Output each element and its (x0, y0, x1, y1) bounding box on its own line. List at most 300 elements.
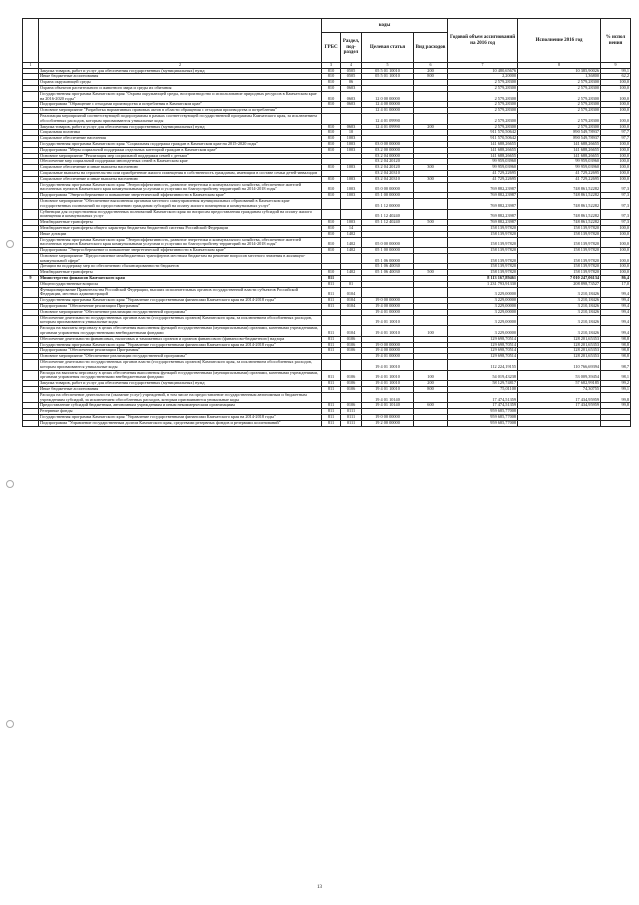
grbs-cell (322, 209, 341, 220)
target-article-cell (362, 287, 414, 298)
razdel-cell: 0106 (341, 370, 362, 381)
expense-type-cell: 500 (414, 270, 448, 276)
table-row (23, 237, 631, 248)
budget-execution-table (22, 18, 631, 427)
target-article-cell: 19 4 00 00000 (362, 304, 414, 310)
expense-type-cell: 100 (414, 370, 448, 381)
plan-amount-cell: 3 229,00000 (448, 304, 518, 310)
plan-amount-cell: 158 139,97820 (448, 253, 518, 264)
expense-name-cell: Социальные выплаты на строительство или приобретение жилого помещения в собственность гражданам, имеющим в составе семьи детей-инвалидов (39, 170, 322, 176)
grbs-cell: 810 (322, 136, 341, 142)
percent-cell: 100,0 (601, 237, 631, 248)
razdel-cell: 0505 (341, 74, 362, 80)
grbs-cell: 811 (322, 381, 341, 387)
expense-name-cell: Государственная программа Камчатского края "Энергоэффективность, развитие энергетики и коммунального хозяйства, обеспечение жителей населенных пунктов Камчатского края коммунальными услугами и услугами по благоустройству территорий на 2014-2018 годы" (39, 182, 322, 193)
expense-type-cell (414, 91, 448, 102)
execution-amount-cell: 1,36800 (518, 74, 601, 80)
expense-type-cell (414, 209, 448, 220)
percent-cell: 86,4 (601, 276, 631, 282)
target-article-cell: 03 2 04 20310 (362, 170, 414, 176)
expense-type-cell: 200 (414, 68, 448, 74)
expense-name-cell: Предоставление субсидий бюджетным, автономным учреждениям и иным некоммерческим организациям (39, 403, 322, 409)
plan-amount-cell: 2 579,28300 (448, 102, 518, 108)
razdel-cell: 14 (341, 225, 362, 231)
razdel-cell: 0104 (341, 287, 362, 298)
grbs-cell: 811 (322, 403, 341, 409)
grbs-cell: 811 (322, 281, 341, 287)
plan-amount-cell: 1 231 793,91330 (448, 281, 518, 287)
expense-name-cell: Обеспечение деятельности финансовых, налоговых и таможенных органов и органов финансового (финансово-бюджетного) надзора (39, 336, 322, 342)
plan-amount-cell: 158 139,97820 (448, 237, 518, 248)
expense-name-cell: Обеспечение мер социальной поддержки многодетных семей в Камчатском крае (39, 159, 322, 165)
grbs-cell: 811 (322, 415, 341, 421)
target-article-cell: 05 5 01 10010 (362, 74, 414, 80)
execution-amount-cell: 141 688,26655 (518, 153, 601, 159)
expense-name-cell: Социальное обеспечение и иные выплаты населению (39, 176, 322, 182)
target-article-cell: 19 4 00 00000 (362, 348, 414, 354)
row-number-cell (23, 326, 39, 337)
execution-amount-cell: 141 688,26655 (518, 141, 601, 147)
percent-cell: 100,0 (601, 124, 631, 130)
execution-amount-cell: 110 766,69394 (518, 360, 601, 371)
percent-header: % испол нения (601, 19, 631, 63)
execution-amount-cell: 3 210,18426 (518, 315, 601, 326)
target-article-cell: 19 4 01 00000 (362, 309, 414, 315)
grbs-cell: 810 (322, 237, 341, 248)
column-index-cell: 7 (448, 63, 518, 69)
plan-amount-cell: 3 229,00000 (448, 298, 518, 304)
expense-name-cell: Реализация мероприятий соответствующей подпрограммы в рамках соответствующей государственной программы Камчатского края, за исключением обособленных расходов, которым присваиваются уникальные коды (39, 113, 322, 124)
expense-name-cell: Субвенции для осуществления государственных полномочий Камчатского края по вопросам предоставления гражданам субсидий на оплату жилого помещения и коммунальных услуг (39, 209, 322, 220)
table-row (23, 198, 631, 209)
target-article-cell: 19 0 00 00000 (362, 415, 414, 421)
expense-name-cell: Государственная программа Камчатского края "Охрана окружающей среды, воспроизводство и использование природных ресурсов в Камчатском крае на 2016-2020 годы" (39, 91, 322, 102)
razdel-cell (341, 209, 362, 220)
column-index-cell: 6 (414, 63, 448, 69)
punch-hole (6, 240, 14, 248)
razdel-cell: 0603 (341, 124, 362, 130)
expense-name-cell: Социальное обеспечение и иные выплаты населению (39, 165, 322, 171)
razdel-cell: 0106 (341, 381, 362, 387)
grbs-cell: 810 (322, 193, 341, 199)
grbs-cell: 810 (322, 176, 341, 182)
target-article-cell: 12 4 00 00000 (362, 102, 414, 108)
expense-name-cell: Подпрограмма "Обеспечение реализации Программы" (39, 304, 322, 310)
expense-type-cell (414, 198, 448, 209)
budget-table-sheet (22, 18, 630, 427)
expense-type-cell (414, 182, 448, 193)
expense-name-cell: Иные бюджетные ассигнования (39, 387, 322, 393)
row-number-cell (23, 182, 39, 193)
expense-name-cell: Охрана окружающей среды (39, 80, 322, 86)
execution-amount-cell: 2 579,28300 (518, 124, 601, 130)
percent-cell: 99,4 (601, 287, 631, 298)
expense-name-cell: Подпрограмма "Меры социальной поддержки отдельных категорий граждан в Камчатском крае" (39, 147, 322, 153)
percent-cell: 100,0 (601, 270, 631, 276)
expense-name-cell: Государственная программа Камчатского края "Управление государственными финансами Камчатского края на 2014-2018 годы" (39, 415, 322, 421)
grbs-cell: 810 (322, 141, 341, 147)
plan-amount-cell: 959 685,77008 (448, 420, 518, 426)
execution-amount-cell: 41 729,22695 (518, 170, 601, 176)
plan-amount-cell: 2 579,28300 (448, 91, 518, 102)
table-row (23, 315, 631, 326)
table-row (23, 182, 631, 193)
plan-amount-cell: 141 688,26655 (448, 147, 518, 153)
target-article-cell: 03 2 04 00000 (362, 153, 414, 159)
table-row (23, 113, 631, 124)
row-number-cell (23, 113, 39, 124)
plan-header: Годовой объем ассигнований на 2016 год (448, 19, 518, 63)
execution-amount-cell: 99 959,03960 (518, 159, 601, 165)
grbs-cell: 811 (322, 342, 341, 348)
page-number: 13 (317, 885, 322, 890)
expense-name-cell: Основное мероприятие "Предоставление межбюджетных трансфертов местным бюджетам на решение вопросов местного значения в жилищно-коммунальной сфере" (39, 253, 322, 264)
grbs-cell: 811 (322, 387, 341, 393)
target-article-header: Целевая статья (362, 33, 414, 63)
expense-type-cell: 200 (414, 381, 448, 387)
execution-amount-cell: 158 139,97820 (518, 264, 601, 270)
target-article-cell: 12 4 01 09990 (362, 113, 414, 124)
target-article-cell: 05 1 12 40240 (362, 209, 414, 220)
percent-cell: 17,0 (601, 281, 631, 287)
column-index-cell: 4 (341, 63, 362, 69)
grbs-cell: 810 (322, 91, 341, 102)
row-number-cell (23, 253, 39, 264)
expense-name-cell: Государственная программа Камчатского края "Управление государственными финансами Камчатского края на 2014-2018 годы" (39, 342, 322, 348)
execution-amount-cell: 2 579,28300 (518, 113, 601, 124)
razdel-cell (341, 198, 362, 209)
plan-amount-cell: 959 685,77008 (448, 409, 518, 415)
razdel-cell: 1003 (341, 147, 362, 153)
razdel-cell: 1402 (341, 237, 362, 248)
expense-name-cell: Подпрограмма "Энергосбережение и повышение энергетической эффективности в Камчатском крае" (39, 248, 322, 254)
razdel-cell: 0505 (341, 68, 362, 74)
grbs-cell (322, 315, 341, 326)
plan-amount-cell: 41 729,22695 (448, 176, 518, 182)
plan-amount-cell: 158 139,97820 (448, 225, 518, 231)
plan-amount-cell: 112 224,19155 (448, 360, 518, 371)
target-article-cell: 19 4 01 10140 (362, 392, 414, 403)
expense-type-cell: 300 (414, 176, 448, 182)
execution-amount-cell: 10 385,90026 (518, 68, 601, 74)
target-article-cell: 19 4 01 10140 (362, 403, 414, 409)
plan-amount-cell: 2 579,28300 (448, 124, 518, 130)
target-article-cell: 05 1 00 00000 (362, 193, 414, 199)
percent-cell: 100,0 (601, 159, 631, 165)
plan-amount-cell: 17 474,51359 (448, 403, 518, 409)
percent-cell: 100,0 (601, 176, 631, 182)
grbs-cell (322, 113, 341, 124)
expense-name-cell: Государственная программа Камчатского края "Управление государственными финансами Камчатского края на 2014-2018 годы" (39, 298, 322, 304)
execution-amount-cell: 99 959,03960 (518, 165, 601, 171)
row-number-cell (23, 360, 39, 371)
column-index-cell: 2 (39, 63, 322, 69)
execution-amount-cell: 158 139,97820 (518, 253, 601, 264)
expense-name-cell: Основное мероприятие "Обеспечение реализации государственной программы" (39, 354, 322, 360)
plan-amount-cell: 769 882,23987 (448, 182, 518, 193)
razdel-cell: 0603 (341, 85, 362, 91)
execution-amount-cell: 748 861,52282 (518, 182, 601, 193)
percent-cell (601, 420, 631, 426)
razdel-cell: 0106 (341, 342, 362, 348)
expense-type-cell (414, 360, 448, 371)
column-index-cell: 3 (322, 63, 341, 69)
percent-cell: 98,8 (601, 354, 631, 360)
razdel-cell (341, 315, 362, 326)
target-article-cell: 05 0 00 00000 (362, 237, 414, 248)
execution-amount-cell: 17 434,95959 (518, 403, 601, 409)
expense-name-cell: Подпрограмма "Управление государственным долгом Камчатского края, средствами резервных фондов и резервами ассигнований" (39, 420, 322, 426)
percent-cell: 97,7 (601, 130, 631, 136)
expense-name-cell: Межбюджетные трансферты общего характера бюджетам бюджетной системы Российской Федерации (39, 225, 322, 231)
execution-amount-cell: 7 010 247,06134 (518, 276, 601, 282)
row-number-cell (23, 91, 39, 102)
execution-amount-cell: 158 139,97820 (518, 248, 601, 254)
execution-amount-cell: 3 210,18426 (518, 304, 601, 310)
execution-amount-cell: 748 861,52282 (518, 209, 601, 220)
expense-name-cell: Межбюджетные трансферты (39, 220, 322, 226)
execution-amount-cell: 158 139,97820 (518, 225, 601, 231)
target-article-cell: 03 2 04 20120 (362, 159, 414, 165)
execution-amount-cell: 748 861,52282 (518, 220, 601, 226)
row-number-cell (23, 370, 39, 381)
percent-cell: 98,7 (601, 360, 631, 371)
table-row (23, 420, 631, 426)
plan-amount-cell: 2 579,28300 (448, 113, 518, 124)
execution-amount-cell: 208 898,73527 (518, 281, 601, 287)
percent-cell: 97,3 (601, 220, 631, 226)
plan-amount-cell: 769 882,23987 (448, 198, 518, 209)
razdel-cell: 0603 (341, 91, 362, 102)
grbs-cell: 810 (322, 147, 341, 153)
expense-type-cell (414, 237, 448, 248)
execution-amount-cell: 128 201,65353 (518, 336, 601, 342)
column-index-cell: 5 (362, 63, 414, 69)
expense-name-cell: Основное мероприятие "Обеспечение выполнения органами местного самоуправления муниципальных образований в Камчатском крае государственных полномочий по предоставлению гражданам субсидий на оплату жилого помещения и коммунальных услуг" (39, 198, 322, 209)
plan-amount-cell: 3 229,00000 (448, 287, 518, 298)
razdel-cell: 0106 (341, 348, 362, 354)
punch-hole (6, 720, 14, 728)
plan-amount-cell: 2 579,28300 (448, 80, 518, 86)
table-body (23, 68, 631, 426)
percent-cell: 100,0 (601, 91, 631, 102)
percent-cell: 100,0 (601, 225, 631, 231)
expense-name-cell: Иные дотации (39, 231, 322, 237)
execution-amount-cell (518, 420, 601, 426)
expense-name-cell: Закупка товаров, работ и услуг для обеспечения государственных (муниципальных) нужд (39, 124, 322, 130)
execution-amount-cell: 748 861,52282 (518, 193, 601, 199)
grbs-cell: 811 (322, 298, 341, 304)
target-article-cell: 19 4 01 10010 (362, 387, 414, 393)
grbs-cell (322, 392, 341, 403)
percent-cell: 98,1 (601, 370, 631, 381)
percent-cell: 97,7 (601, 136, 631, 142)
plan-amount-cell: 3 229,00000 (448, 326, 518, 337)
percent-cell: 100,0 (601, 80, 631, 86)
row-number-cell (23, 237, 39, 248)
percent-cell: 100,0 (601, 113, 631, 124)
grbs-cell: 810 (322, 220, 341, 226)
razdel-cell (341, 113, 362, 124)
percent-cell: 98,8 (601, 348, 631, 354)
expense-type-cell: 300 (414, 165, 448, 171)
grbs-cell: 810 (322, 182, 341, 193)
plan-amount-cell: 141 688,26655 (448, 153, 518, 159)
grbs-cell: 811 (322, 409, 341, 415)
target-article-cell: 05 1 06 40030 (362, 264, 414, 270)
razdel-cell: 0111 (341, 420, 362, 426)
plan-amount-cell: 17 474,51359 (448, 392, 518, 403)
expense-name-cell: Закупка товаров, работ и услуг для обеспечения государственных (муниципальных) нужд (39, 381, 322, 387)
target-article-cell: 05 0 00 00000 (362, 182, 414, 193)
expense-name-cell: Общегосударственные вопросы (39, 281, 322, 287)
expense-type-cell (414, 253, 448, 264)
plan-amount-cell: 141 688,26655 (448, 141, 518, 147)
target-article-cell: 19 2 00 00000 (362, 420, 414, 426)
col-no-header (23, 19, 39, 63)
execution-amount-cell: 3 210,18426 (518, 309, 601, 315)
target-article-cell: 12 4 01 00000 (362, 108, 414, 114)
target-article-cell: 19 0 00 00000 (362, 342, 414, 348)
execution-amount-cell: 3 210,18426 (518, 326, 601, 337)
razdel-header: Раздел, под-раздел (341, 33, 362, 63)
target-article-cell: 19 4 01 10010 (362, 360, 414, 371)
plan-amount-cell: 10 480,65676 (448, 68, 518, 74)
target-article-cell: 05 5 01 10010 (362, 68, 414, 74)
percent-cell: 100,0 (601, 264, 631, 270)
table-row (23, 287, 631, 298)
target-article-cell: 19 4 01 10010 (362, 326, 414, 337)
razdel-cell: 1402 (341, 231, 362, 237)
execution-amount-cell: 128 201,65353 (518, 348, 601, 354)
grbs-cell (322, 253, 341, 264)
expense-name-cell: Расходы на обеспечение деятельности (оказание услуг) учреждений, в том числе на предоставление государственным автономным и бюджетным учреждениям субсидий, за исключением обособленных расходов, которым присваиваются уникальные коды (39, 392, 322, 403)
expense-type-cell (414, 287, 448, 298)
plan-amount-cell: 769 882,23987 (448, 209, 518, 220)
percent-cell: 100,0 (601, 165, 631, 171)
grbs-cell: 810 (322, 165, 341, 171)
expense-name-cell: Основное мероприятие "Разработка нормативных правовых актов в области обращения с отходами производства и потребления" (39, 108, 322, 114)
percent-cell: 99,1 (601, 387, 631, 393)
razdel-cell: 0106 (341, 387, 362, 393)
expense-type-cell: 600 (414, 403, 448, 409)
razdel-cell: 1003 (341, 165, 362, 171)
expense-name-cell: Расходы на выплаты персоналу в целях обеспечения выполнения функций государственными (муниципальными) органами, казенными учреждениями, органами управления государственными внебюджетными фондами (39, 370, 322, 381)
plan-amount-cell: 158 139,97820 (448, 264, 518, 270)
plan-amount-cell: 911 570,50642 (448, 136, 518, 142)
percent-cell: 99,1 (601, 68, 631, 74)
expense-type-cell: 500 (414, 220, 448, 226)
expense-name-cell: Расходы на выплаты персоналу в целях обеспечения выполнения функций государственными (муниципальными) органами, казенными учреждениями, органами управления государственными внебюджетными фондами (39, 326, 322, 337)
target-article-cell: 03 0 00 00000 (362, 141, 414, 147)
expense-type-cell (414, 392, 448, 403)
plan-amount-cell: 129 698,70514 (448, 336, 518, 342)
plan-amount-cell: 2 579,28300 (448, 85, 518, 91)
plan-amount-cell: 41 729,22695 (448, 170, 518, 176)
expense-name-cell: Резервные фонды (39, 409, 322, 415)
plan-amount-cell: 2,20000 (448, 74, 518, 80)
percent-cell: 99,4 (601, 304, 631, 310)
grbs-cell: 810 (322, 124, 341, 130)
percent-cell: 100,0 (601, 231, 631, 237)
razdel-cell: 01 (341, 281, 362, 287)
grbs-cell: 811 (322, 304, 341, 310)
plan-amount-cell: 99 959,03960 (448, 165, 518, 171)
razdel-cell: 1003 (341, 136, 362, 142)
grbs-cell: 811 (322, 348, 341, 354)
expense-type-cell: 800 (414, 74, 448, 80)
percent-cell: 100,0 (601, 170, 631, 176)
plan-amount-cell: 129 698,70514 (448, 354, 518, 360)
plan-amount-cell: 99 959,03960 (448, 159, 518, 165)
percent-cell: 99,4 (601, 326, 631, 337)
execution-amount-cell: 128 201,65353 (518, 354, 601, 360)
razdel-cell: 1003 (341, 193, 362, 199)
grbs-cell: 810 (322, 248, 341, 254)
plan-amount-cell: 959 685,77008 (448, 415, 518, 421)
table-row (23, 209, 631, 220)
grbs-cell: 810 (322, 130, 341, 136)
plan-amount-cell: 3 229,00000 (448, 315, 518, 326)
percent-cell: 62,2 (601, 74, 631, 80)
plan-amount-cell: 75,01100 (448, 387, 518, 393)
expense-name-cell: Министерство финансов Камчатского края (39, 276, 322, 282)
grbs-cell: 811 (322, 326, 341, 337)
percent-cell: 100,0 (601, 85, 631, 91)
codes-header: коды (322, 19, 448, 33)
expense-name-cell: Подпрограмма "Обращение с отходами производства и потребления в Камчатском крае" (39, 102, 322, 108)
target-article-cell: 19 4 01 10010 (362, 381, 414, 387)
grbs-cell: 810 (322, 102, 341, 108)
percent-cell: 97,3 (601, 193, 631, 199)
target-article-cell: 03 2 00 00000 (362, 147, 414, 153)
execution-amount-cell: 141 688,26655 (518, 147, 601, 153)
expense-type-cell: 200 (414, 124, 448, 130)
target-article-cell: 19 4 01 10010 (362, 370, 414, 381)
expense-name-cell: Подпрограмма "Обеспечение реализации Программы" (39, 348, 322, 354)
razdel-cell: 0603 (341, 102, 362, 108)
grbs-cell: 810 (322, 225, 341, 231)
execution-amount-cell: 158 139,97820 (518, 237, 601, 248)
razdel-cell (341, 392, 362, 403)
grbs-cell: 810 (322, 270, 341, 276)
target-article-cell: 19 0 00 00000 (362, 298, 414, 304)
percent-cell: 99,8 (601, 392, 631, 403)
plan-amount-cell: 158 139,97820 (448, 270, 518, 276)
razdel-cell (341, 253, 362, 264)
execution-amount-cell: 890 549,78937 (518, 136, 601, 142)
execution-amount-cell: 2 579,28300 (518, 80, 601, 86)
plan-amount-cell: 8 113 167,89461 (448, 276, 518, 282)
expense-name-cell: Социальная политика (39, 130, 322, 136)
plan-amount-cell: 769 882,23987 (448, 193, 518, 199)
percent-cell: 100,0 (601, 108, 631, 114)
column-index-cell: 8 (518, 63, 601, 69)
execution-amount-cell: 57 682,99185 (518, 381, 601, 387)
expense-name-cell: Межбюджетные трансферты (39, 270, 322, 276)
expense-name-cell: Обеспечение деятельности государственных органов власти (государственных органов) Камчатского края, за исключением обособленных расходов, которым присваиваются уникальные коды (39, 315, 322, 326)
grbs-cell: 811 (322, 276, 341, 282)
column-index-cell: 9 (601, 63, 631, 69)
target-article-cell: 05 1 00 00000 (362, 248, 414, 254)
execution-amount-cell: 3 210,18426 (518, 287, 601, 298)
table-row (23, 370, 631, 381)
razdel-cell: 0106 (341, 403, 362, 409)
target-article-cell: 12 0 00 00000 (362, 91, 414, 102)
grbs-cell (322, 360, 341, 371)
expense-name-cell: Обеспечение деятельности государственных органов власти (государственных органов) Камчатского края, за исключением обособленных расходов, которым присваиваются уникальные коды (39, 360, 322, 371)
grbs-header: ГРБС (322, 33, 341, 63)
